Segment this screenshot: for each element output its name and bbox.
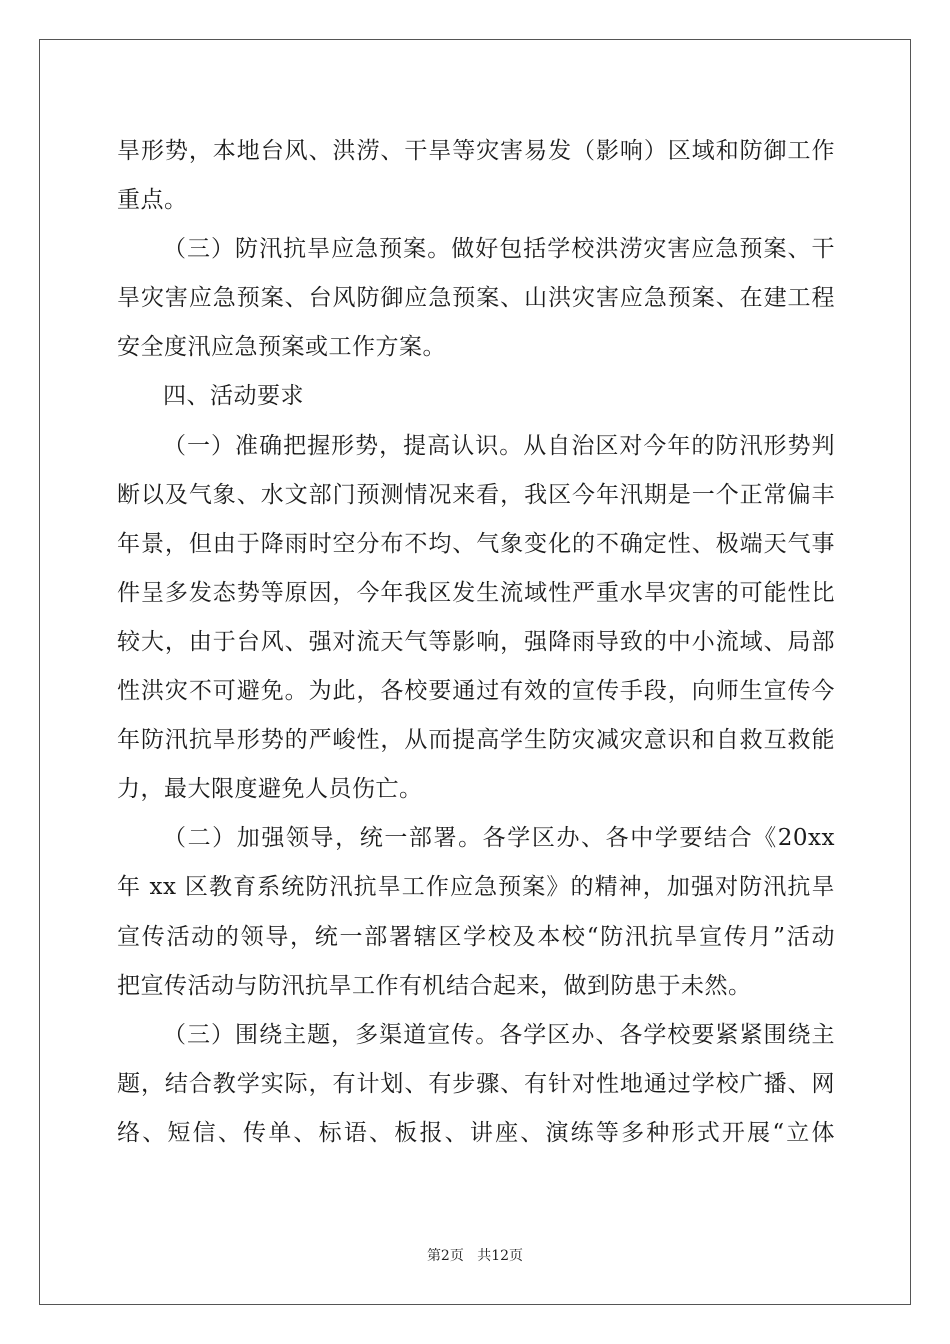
text-line: 重点。 (117, 187, 188, 214)
text-line: 年景，但由于降雨时空分布不均、气象变化的不确定性、极端天气事 (117, 530, 835, 557)
text-line: 旱形势，本地台风、洪涝、干旱等灾害易发（影响）区域和防御工作 (117, 138, 835, 164)
page-total: 共12页 (477, 1248, 524, 1264)
text-line: 力，最大限度避免人员伤亡。 (117, 776, 423, 803)
text-line: 络、短信、传单、标语、板报、讲座、演练等多种形式开展“立体 (117, 1119, 835, 1146)
text-line: 宣传活动的领导，统一部署辖区学校及本校“防汛抗旱宣传月”活动 (117, 923, 835, 950)
text-line: 较大，由于台风、强对流天气等影响，强降雨导致的中小流域、局部 (117, 628, 835, 655)
text-line: 旱灾害应急预案、台风防御应急预案、山洪灾害应急预案、在建工程 (117, 285, 835, 312)
text-line: 件呈多发态势等原因，今年我区发生流域性严重水旱灾害的可能性比 (117, 579, 835, 606)
text-line: 年防汛抗旱形势的严峻性，从而提高学生防灾减灾意识和自救互救能 (117, 727, 835, 754)
text-line: （二）加强领导，统一部署。各学区办、各中学要结合《20xx (163, 825, 835, 852)
text-line: 性洪灾不可避免。为此，各校要通过有效的宣传手段，向师生宣传今 (117, 678, 835, 705)
text-line: 安全度汛应急预案或工作方案。 (117, 334, 446, 361)
text-line: 题，结合教学实际，有计划、有步骤、有针对性地通过学校广播、网 (117, 1070, 835, 1097)
text-line: 年 xx 区教育系统防汛抗旱工作应急预案》的精神，加强对防汛抗旱 (117, 874, 835, 901)
text-line: 四、活动要求 (163, 383, 304, 410)
document-body (117, 127, 835, 1158)
text-line: （三）围绕主题，多渠道宣传。各学区办、各学校要紧紧围绕主 (163, 1021, 835, 1048)
text-line: 把宣传活动与防汛抗旱工作有机结合起来，做到防患于未然。 (117, 972, 752, 999)
page-number: 第2页 (426, 1248, 464, 1264)
text-line: 断以及气象、水文部门预测情况来看，我区今年汛期是一个正常偏丰 (117, 481, 835, 508)
text-line: （三）防汛抗旱应急预案。做好包括学校洪涝灾害应急预案、干 (163, 236, 835, 263)
page-footer (0, 1246, 950, 1266)
text-line: （一）准确把握形势，提高认识。从自治区对今年的防汛形势判 (163, 432, 835, 459)
